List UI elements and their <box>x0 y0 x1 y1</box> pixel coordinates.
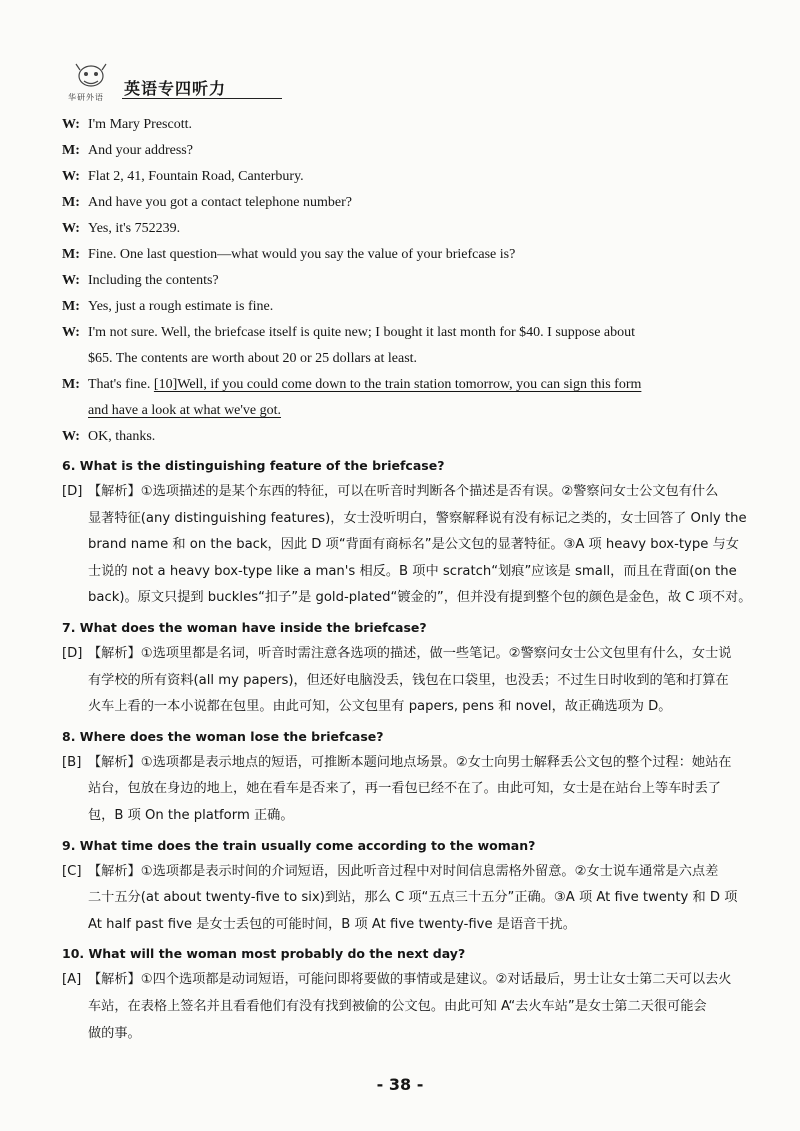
speaker: W: <box>62 221 80 236</box>
speaker: W: <box>62 325 80 340</box>
dialogue-continuation <box>62 398 774 424</box>
dialogue-line <box>62 164 774 190</box>
answer-explanation <box>62 641 774 721</box>
utterance: And your address? <box>88 143 193 158</box>
page-content <box>62 112 774 1047</box>
utterance: Yes, just a rough estimate is fine. <box>88 299 274 314</box>
utterance: That's fine. <box>88 377 154 392</box>
explanation-text: 【解析】①四个选项都是动词短语，可能问即将要做的事情或是建议。②对话最后，男士让女士第二天可以去火 <box>88 972 732 988</box>
explanation-line: 包，B 项 On the platform 正确。 <box>88 807 294 823</box>
explanation-text: 【解析】①选项里都是名词，听音时需注意各选项的描述，做一些笔记。②警察问女士公文包里有什么，女士说 <box>88 645 732 661</box>
speaker: W: <box>62 117 80 132</box>
question-title: 9. What time does the train usually come according to the woman? <box>62 837 536 853</box>
utterance: Flat 2, 41, Fountain Road, Canterbury. <box>88 169 304 184</box>
explanation-line: brand name 和 on the back，因此 D 项“背面有商标名”是公文包的显著特征。③A 项 heavy box-type 与女 <box>88 537 739 553</box>
answer-key: [A] <box>62 972 82 988</box>
question-block <box>62 614 774 721</box>
explanation-text: 【解析】①选项描述的是某个东西的特征，可以在听音时判断各个描述是否有误。②警察问女士公文包有什么 <box>88 484 719 499</box>
explanation-line: 车站，在表格上签名并且看看他们有没有找到被偷的公文包。由此可知 A“去火车站”是女士第二天很可能会 <box>88 998 707 1014</box>
dialogue-line <box>62 424 774 450</box>
speaker: W: <box>62 429 80 444</box>
answer-key: [B] <box>62 754 82 770</box>
explanation-text: 【解析】①选项都是表示时间的介词短语，因此听音过程中对时间信息需格外留意。②女士说车通常是六点差 <box>88 863 719 879</box>
explanation-line: 有学校的所有资料(all my papers)，但还好电脑没丢，钱包在口袋里，也没丢；不过生日时收到的笔和打算在 <box>88 672 729 688</box>
answer-explanation <box>62 750 774 830</box>
dialogue-line <box>62 138 774 164</box>
dialogue-line <box>62 216 774 242</box>
page-header <box>62 62 262 108</box>
explanation-text: 【解析】①选项都是表示地点的短语，可推断本题问地点场景。②女士向男士解释丢公文包的整个过程：她站在 <box>88 754 732 770</box>
utterance: I'm not sure. Well, the briefcase itself is quite new; I bought it last month for $40. I suppose about <box>88 325 636 340</box>
explanation-line: 做的事。 <box>88 1025 141 1041</box>
question-title: 8. Where does the woman lose the briefcase? <box>62 728 384 744</box>
explanation-line: 显著特征(any distinguishing features)，女士没听明白，警察解释说有没有标记之类的，女士回答了 Only the <box>88 510 747 526</box>
dialogue-line <box>62 320 774 346</box>
dialogue-line <box>62 190 774 216</box>
utterance: Yes, it's 752239. <box>88 221 181 236</box>
header-divider <box>122 98 282 99</box>
explanation-first-line <box>62 479 774 506</box>
answer-key: [D] <box>62 484 83 499</box>
dialogue <box>62 112 774 450</box>
explanation-first-line <box>62 641 774 668</box>
book-title: 英语专四听力 <box>124 79 227 98</box>
dialogue-line <box>62 294 774 320</box>
explanation-line: 二十五分(at about twenty-five to six)到站，那么 C 项“五点三十五分”正确。③A 项 At five twenty 和 D 项 <box>88 890 738 906</box>
explanation-first-line <box>62 750 774 777</box>
question-block <box>62 832 774 939</box>
speaker: W: <box>62 273 80 288</box>
dialogue-line <box>62 112 774 138</box>
explanation-first-line <box>62 967 774 994</box>
explanation-line: back)。原文只提到 buckles“扣子”是 gold-plated“镀金的”，但并没有提到整个包的颜色是金色，故 C 项不对。 <box>88 590 752 606</box>
utterance: Including the contents? <box>88 273 219 288</box>
answer-explanation <box>62 479 774 612</box>
dialogue-line <box>62 242 774 268</box>
question-title: 7. What does the woman have inside the briefcase? <box>62 619 427 635</box>
utterance: OK, thanks. <box>88 429 156 444</box>
logo-text: 华研外语 <box>68 93 104 102</box>
answer-key: [D] <box>62 645 83 661</box>
underlined-key-sentence: [10]Well, if you could come down to the train station tomorrow, you can sign this form <box>153 377 642 392</box>
utterance: I'm Mary Prescott. <box>88 117 193 132</box>
answer-explanation <box>62 967 774 1047</box>
utterance: Fine. One last question—what would you say the value of your briefcase is? <box>88 247 516 262</box>
page-number: - 38 - <box>376 1075 424 1094</box>
explanation-first-line <box>62 859 774 886</box>
explanation-line: 士说的 not a heavy box-type like a man's 相反。B 项中 scratch“划痕”应该是 small，而且在背面(on the <box>88 563 737 579</box>
speaker: M: <box>62 195 80 210</box>
dialogue-line <box>62 372 774 398</box>
speaker: M: <box>62 299 80 314</box>
question-block <box>62 452 774 612</box>
underlined-key-sentence: and have a look at what we've got. <box>88 403 282 418</box>
utterance: And have you got a contact telephone number? <box>88 195 352 210</box>
explanation-line: 站台，包放在身边的地上，她在看车是否来了，再一看包已经不在了。由此可知，女士是在站台上等车时丢了 <box>88 781 721 797</box>
question-block <box>62 723 774 830</box>
explanation-line: 火车上看的一本小说都在包里。由此可知，公文包里有 papers, pens 和 novel，故正确选项为 D。 <box>88 699 672 715</box>
speaker: W: <box>62 169 80 184</box>
answer-explanation <box>62 859 774 939</box>
speaker: M: <box>62 143 80 158</box>
question-block <box>62 940 774 1047</box>
speaker: M: <box>62 247 80 262</box>
speaker: M: <box>62 377 80 392</box>
question-title: 10. What will the woman most probably do the next day? <box>62 946 466 962</box>
dialogue-continuation: $65. The contents are worth about 20 or 25 dollars at least. <box>88 351 418 366</box>
question-title: 6. What is the distinguishing feature of the briefcase? <box>62 458 445 473</box>
answer-key: [C] <box>62 863 82 879</box>
explanation-line: At half past five 是女士丢包的可能时间，B 项 At five twenty-five 是语音干扰。 <box>88 916 576 932</box>
dialogue-line <box>62 268 774 294</box>
